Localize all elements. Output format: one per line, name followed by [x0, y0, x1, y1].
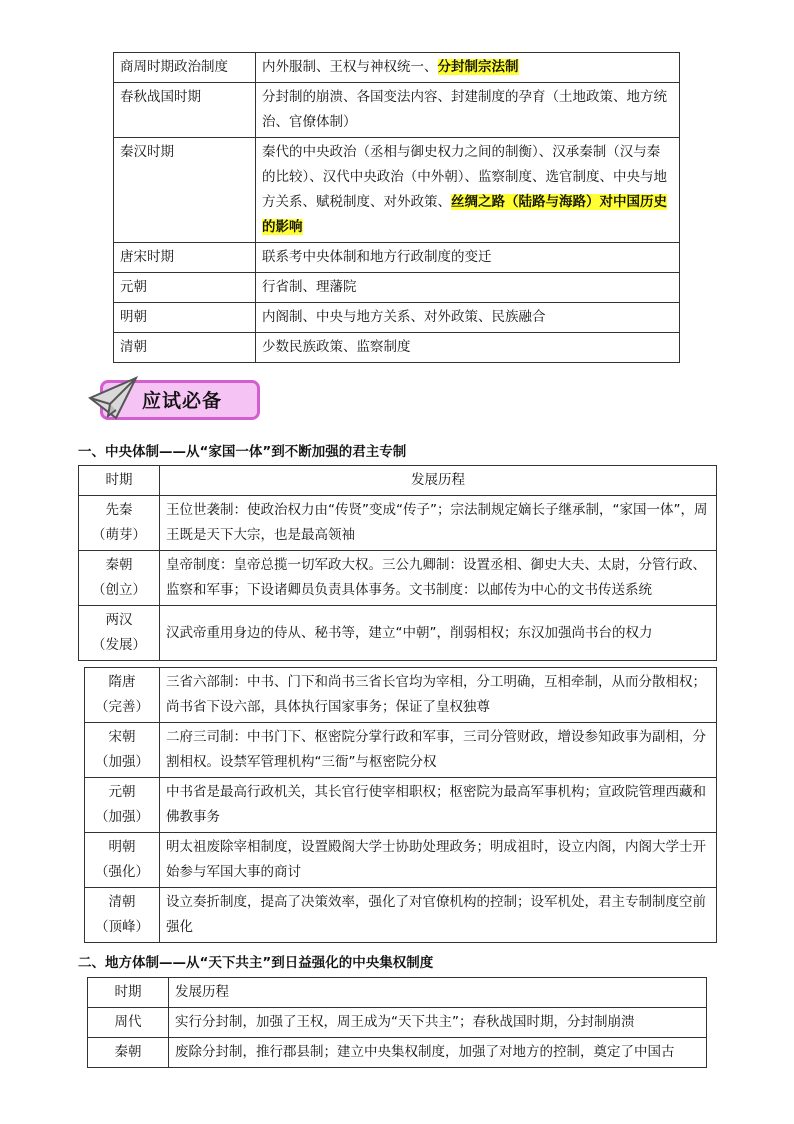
table-row [114, 273, 680, 303]
content-cell: 皇帝制度：皇帝总揽一切军政大权。三公九卿制：设置丞相、御史大夫、太尉，分管行政、监察和军事；下设诸卿员负责具体事务。文书制度：以邮传为中心的文书传送系统 [160, 551, 717, 606]
header-development: 发展历程 [169, 978, 707, 1008]
content-cell: 少数民族政策、监察制度 [256, 333, 680, 363]
content-cell [256, 53, 680, 83]
period-cell: 周代 [88, 1008, 169, 1038]
period-cell: 元朝 [114, 273, 256, 303]
content-cell: 分封制的崩溃、各国变法内容、封建制度的孕育（土地政策、地方统治、官僚体制） [256, 83, 680, 138]
paper-plane-icon [86, 374, 142, 424]
content-cell: 三省六部制：中书、门下和尚书三省长官均为宰相，分工明确，互相牵制，从而分散相权；尚书省下设六部，具体执行国家事务；保证了皇权独尊 [160, 668, 717, 723]
review-topics-table [113, 52, 680, 363]
period-name: 秦朝 [105, 557, 133, 573]
period-cell: 商周时期政治制度 [114, 53, 256, 83]
highlight-text: 丝绸之路（陆路与海路）对中国历史的影响 [262, 194, 667, 235]
header-period: 时期 [88, 978, 169, 1008]
period-name: 明朝 [108, 839, 136, 855]
period-stage: （萌芽） [92, 527, 146, 543]
content-cell: 汉武帝重用身边的侍从、秘书等，建立“中朝”，削弱相权；东汉加强尚书台的权力 [160, 606, 717, 661]
table-row [114, 333, 680, 363]
table-row [88, 1038, 707, 1068]
table-row [85, 668, 717, 723]
period-cell: 唐宋时期 [114, 243, 256, 273]
table-header-row [88, 978, 707, 1008]
period-cell [85, 888, 160, 943]
table-row [114, 53, 680, 83]
period-cell [85, 833, 160, 888]
exam-prep-banner [86, 374, 262, 424]
table-row [114, 83, 680, 138]
content-cell: 王位世袭制：使政治权力由“传贤”变成“传子”；宗法制规定嫡长子继承制，“家国一体”，周王既是天下大宗，也是最高领袖 [160, 496, 717, 551]
period-stage: （创立） [92, 582, 146, 598]
central-system-table-continued [84, 667, 717, 943]
period-name: 隋唐 [108, 674, 136, 690]
section-heading: 二、地方体制——从“天下共主”到日益强化的中央集权制度 [78, 955, 434, 971]
table-row [85, 888, 717, 943]
period-cell [85, 723, 160, 778]
table-header-row [79, 466, 717, 496]
period-cell: 秦朝 [88, 1038, 169, 1068]
period-stage: （加强） [95, 809, 149, 825]
table-row [114, 243, 680, 273]
period-stage: （完善） [95, 699, 149, 715]
content-text: 秦代的中央政治（丞相与御史权力之间的制衡）、汉承秦制（汉与秦的比较）、汉代中央政治（中外朝）、监察制度、选官制度、中央与地方关系、赋税制度、对外政策、 [262, 144, 667, 210]
period-cell [85, 778, 160, 833]
table-row [114, 303, 680, 333]
content-cell: 内阁制、中央与地方关系、对外政策、民族融合 [256, 303, 680, 333]
content-cell: 实行分封制，加强了王权，周王成为“天下共主”；春秋战国时期，分封制崩溃 [169, 1008, 707, 1038]
banner-title: 应试必备 [142, 390, 223, 412]
period-stage: （加强） [95, 754, 149, 770]
period-name: 先秦 [105, 502, 133, 518]
content-cell: 行省制、理藩院 [256, 273, 680, 303]
content-cell: 废除分封制，推行郡县制；建立中央集权制度，加强了对地方的控制，奠定了中国古 [169, 1038, 707, 1068]
period-name: 元朝 [108, 784, 136, 800]
content-cell: 二府三司制：中书门下、枢密院分掌行政和军事，三司分管财政，增设参知政事为副相，分割相权。设禁军管理机构“三衙”与枢密院分权 [160, 723, 717, 778]
highlight-text: 分封制宗法制 [437, 59, 519, 75]
table-row [114, 138, 680, 243]
local-system-table [87, 977, 707, 1068]
table-row [85, 833, 717, 888]
period-cell: 秦汉时期 [114, 138, 256, 243]
period-stage: （顶峰） [95, 919, 149, 935]
period-stage: （强化） [95, 864, 149, 880]
period-cell: 春秋战国时期 [114, 83, 256, 138]
table-row [85, 723, 717, 778]
period-name: 两汉 [105, 612, 133, 628]
content-cell: 明太祖废除宰相制度，设置殿阁大学士协助处理政务；明成祖时，设立内阁，内阁大学士开始参与军国大事的商讨 [160, 833, 717, 888]
content-cell [256, 138, 680, 243]
table-row [79, 551, 717, 606]
content-cell: 中书省是最高行政机关，其长官行使宰相职权；枢密院为最高军事机构；宣政院管理西藏和佛教事务 [160, 778, 717, 833]
table-row [79, 496, 717, 551]
content-text: 内外服制、王权与神权统一、 [262, 59, 438, 75]
content-cell: 联系考中央体制和地方行政制度的变迁 [256, 243, 680, 273]
table-row [85, 778, 717, 833]
period-cell: 清朝 [114, 333, 256, 363]
period-cell [79, 496, 160, 551]
central-system-table [78, 465, 717, 661]
period-cell [79, 606, 160, 661]
header-period: 时期 [79, 466, 160, 496]
period-cell [79, 551, 160, 606]
table-row [79, 606, 717, 661]
table-row [88, 1008, 707, 1038]
period-cell: 明朝 [114, 303, 256, 333]
period-name: 宋朝 [108, 729, 136, 745]
header-development: 发展历程 [160, 466, 717, 496]
period-name: 清朝 [108, 894, 136, 910]
period-stage: （发展） [92, 637, 146, 653]
content-cell: 设立奏折制度，提高了决策效率，强化了对官僚机构的控制；设军机处，君主专制制度空前强化 [160, 888, 717, 943]
section-heading: 一、中央体制——从“家国一体”到不断加强的君主专制 [78, 444, 407, 460]
period-cell [85, 668, 160, 723]
